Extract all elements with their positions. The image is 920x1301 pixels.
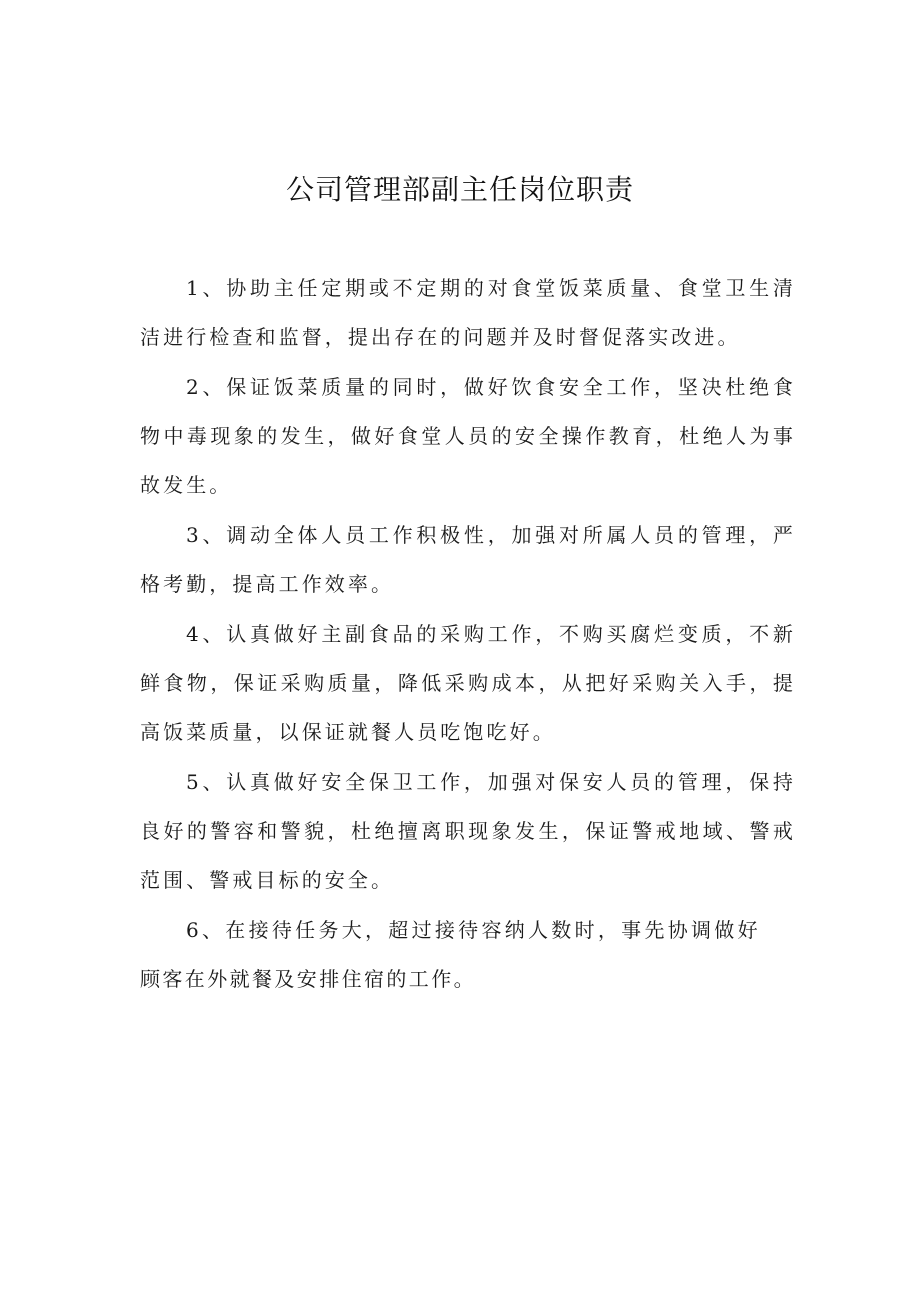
- duty-paragraph-6: 6、在接待任务大，超过接待容纳人数时，事先协调做好顾客在外就餐及安排住宿的工作。: [140, 918, 760, 991]
- duty-paragraph-4: 4、认真做好主副食品的采购工作，不购买腐烂变质，不新鲜食物，保证采购质量，降低采购成本，从把好采购关入手，提高饭菜质量，以保证就餐人员吃饱吃好。: [140, 622, 796, 744]
- duty-paragraph-5: 5、认真做好安全保卫工作，加强对保安人员的管理，保持良好的警容和警貌，杜绝擅离职现象发生，保证警戒地域、警戒范围、警戒目标的安全。: [140, 770, 796, 892]
- duty-paragraph-2: 2、保证饭菜质量的同时，做好饮食安全工作，坚决杜绝食物中毒现象的发生，做好食堂人员的安全操作教育，杜绝人为事故发生。: [140, 375, 796, 497]
- document-body: [140, 264, 796, 1005]
- duty-paragraph-1: 1、协助主任定期或不定期的对食堂饭菜质量、食堂卫生清洁进行检查和监督，提出存在的问题并及时督促落实改进。: [140, 276, 796, 349]
- duty-paragraph-3: 3、调动全体人员工作积极性，加强对所属人员的管理，严格考勤，提高工作效率。: [140, 523, 796, 596]
- document-title: 公司管理部副主任岗位职责: [285, 173, 634, 206]
